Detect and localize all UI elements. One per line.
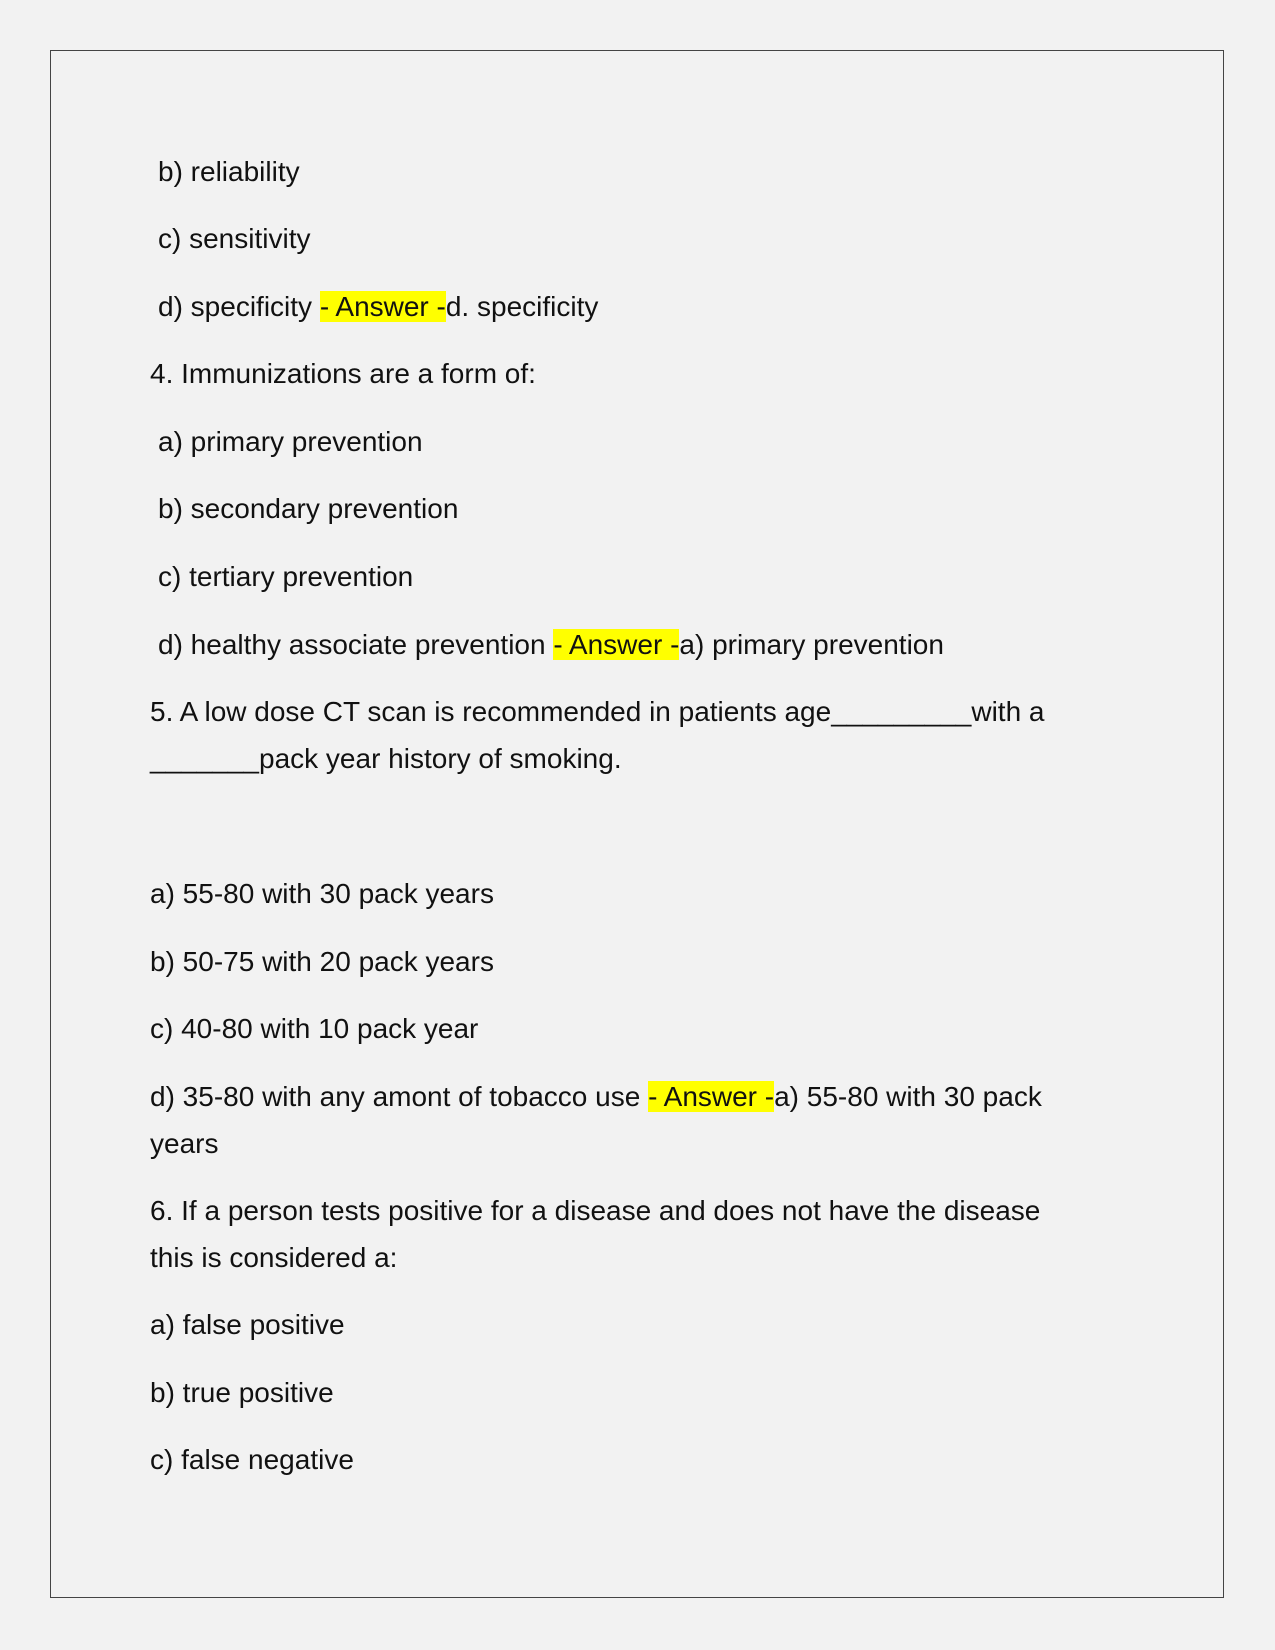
answer-text: d. specificity [445,291,599,322]
option-text: d) 35-80 with any amont of tobacco use [150,1081,649,1112]
option-3b: b) reliability [158,156,300,187]
answer-highlight: - Answer - [553,629,680,660]
option-5d-continuation: years [150,1128,219,1159]
answer-highlight: - Answer - [319,291,446,322]
question-5-line-1: 5. A low dose CT scan is recommended in patients age_________with a [150,696,1045,727]
option-5c: c) 40-80 with 10 pack year [150,1013,479,1044]
option-text: d) healthy associate prevention [158,629,554,660]
answer-highlight: - Answer - [648,1081,775,1112]
question-6-line-2: this is considered a: [150,1242,398,1273]
option-text: d) specificity [158,291,320,322]
option-6c: c) false negative [150,1444,354,1475]
option-5d-answer [150,1073,1042,1120]
answer-text: a) 55-80 with 30 pack [774,1081,1042,1112]
question-6-line-1: 6. If a person tests positive for a disease and does not have the disease [150,1195,1041,1226]
option-5b: b) 50-75 with 20 pack years [150,946,494,977]
option-4a: a) primary prevention [158,426,423,457]
question-4: 4. Immunizations are a form of: [150,358,536,389]
answer-text: a) primary prevention [679,629,944,660]
option-6a: a) false positive [150,1309,345,1340]
option-4c: c) tertiary prevention [158,561,414,592]
option-3c: c) sensitivity [158,223,311,254]
option-5a: a) 55-80 with 30 pack years [150,878,494,909]
option-6b: b) true positive [150,1377,334,1408]
question-5-line-2: _______pack year history of smoking. [150,743,622,774]
option-4d-answer [158,621,944,668]
option-3d-answer [158,283,598,330]
option-4b: b) secondary prevention [158,493,459,524]
